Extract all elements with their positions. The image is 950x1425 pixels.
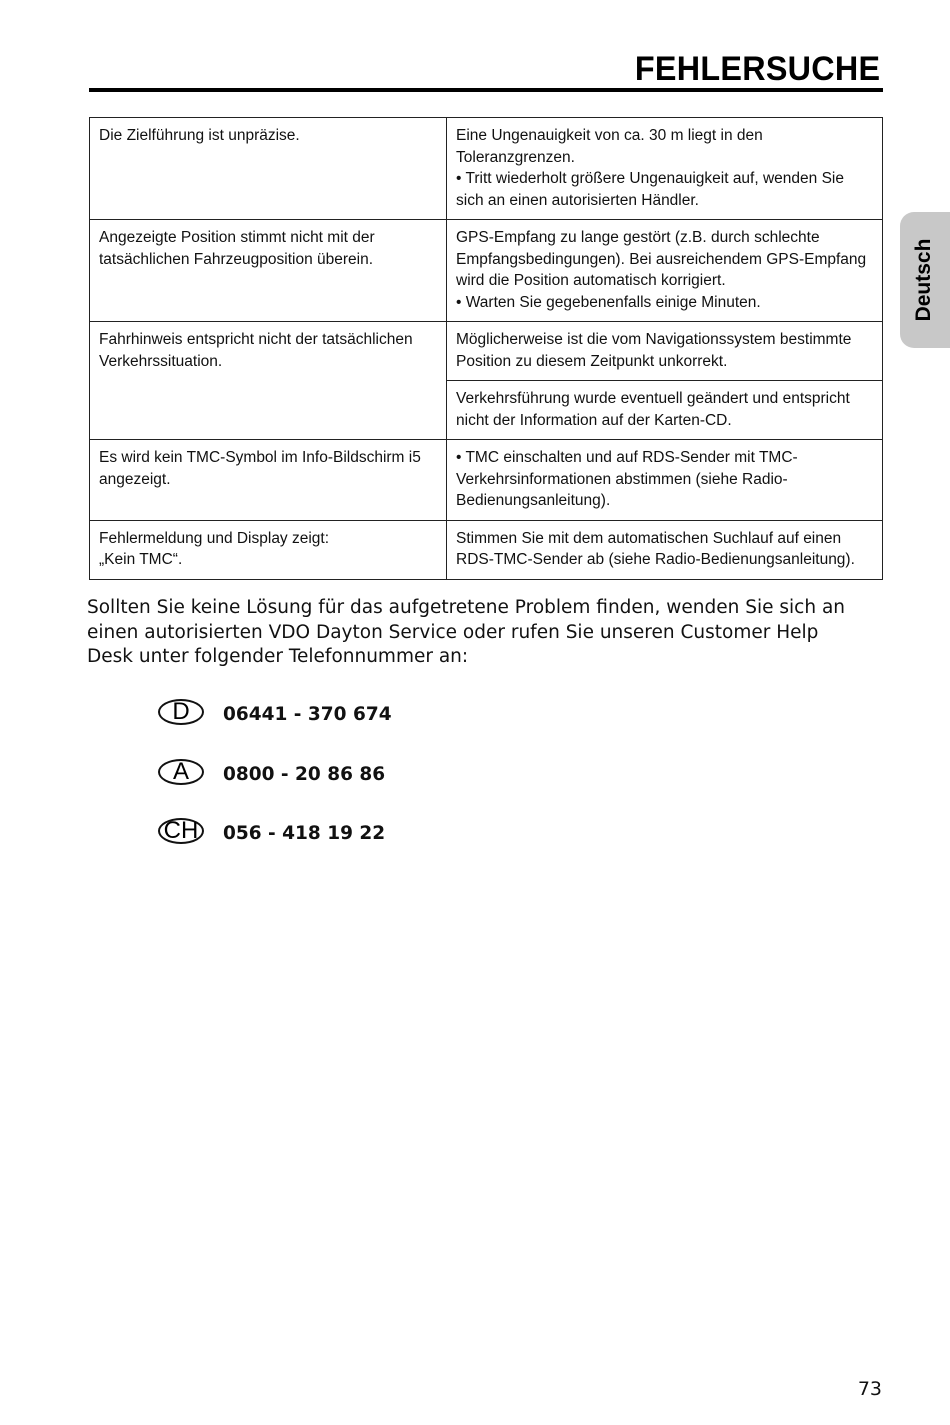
problem-cell <box>90 220 447 322</box>
help-paragraph <box>87 596 887 670</box>
solution-text: • Warten Sie gegebenenfalls einige Minuten. <box>456 293 761 311</box>
table-row <box>90 118 883 220</box>
problem-text: Die Zielführung ist unpräzise. <box>99 127 300 144</box>
solution-text: Position zu diesem Zeitpunkt unkorrekt. <box>456 352 728 370</box>
solution-text: Toleranzgrenzen. <box>456 148 575 166</box>
language-tab <box>900 212 950 348</box>
solution-text: Eine Ungenauigkeit von ca. 30 m liegt in den <box>456 127 763 144</box>
problem-text: Fehlermeldung und Display zeigt: <box>99 529 330 547</box>
help-paragraph-line: Desk unter folgender Telefonnummer an: <box>87 646 469 667</box>
solution-cell <box>447 322 883 381</box>
title-rule <box>89 88 883 92</box>
page-title: FEHLERSUCHE <box>634 50 880 88</box>
solution-text: Verkehrsinformationen abstimmen (siehe Radio- <box>456 470 788 488</box>
problem-text: tatsächlichen Fahrzeugposition überein. <box>99 250 374 268</box>
problem-text: „Kein TMC“. <box>99 551 183 568</box>
solution-text: Möglicherweise ist die vom Navigationssystem bestimmte <box>456 331 852 348</box>
phone-number: 06441 - 370 674 <box>223 703 392 725</box>
solution-text: nicht der Information auf der Karten-CD. <box>456 411 732 429</box>
solution-text: Stimmen Sie mit dem automatischen Suchlauf auf einen <box>456 529 842 547</box>
table-row <box>90 220 883 322</box>
phone-number: 056 - 418 19 22 <box>223 822 386 844</box>
problem-cell <box>90 118 447 220</box>
country-code-badge: CH <box>158 818 204 844</box>
table-row <box>90 322 883 381</box>
solution-cell <box>447 220 883 322</box>
solution-cell <box>447 440 883 521</box>
solution-text: Empfangsbedingungen). Bei ausreichendem GPS-Empfang <box>456 250 867 268</box>
problem-text: angezeigt. <box>99 470 171 488</box>
problem-text: Angezeigte Position stimmt nicht mit der <box>99 229 375 246</box>
phone-number: 0800 - 20 86 86 <box>223 763 386 785</box>
country-code-badge: D <box>158 699 204 725</box>
help-paragraph-line: einen autorisierten VDO Dayton Service oder rufen Sie unseren Customer Help <box>87 621 819 643</box>
language-tab-label: Deutsch <box>912 238 935 322</box>
solution-text: sich an einen autorisierten Händler. <box>456 191 699 209</box>
solution-text: Bedienungsanleitung). <box>456 492 611 509</box>
table-row <box>90 520 883 579</box>
troubleshooting-table <box>89 117 883 580</box>
problem-cell <box>90 440 447 521</box>
problem-text: Es wird kein TMC-Symbol im Info-Bildschirm i5 <box>99 449 421 466</box>
solution-text: • TMC einschalten und auf RDS-Sender mit TMC- <box>456 449 798 466</box>
phone-entry-switzerland <box>158 817 386 846</box>
phone-entry-germany <box>158 698 392 727</box>
solution-text: GPS-Empfang zu lange gestört (z.B. durch schlechte <box>456 229 820 246</box>
solution-text: RDS-TMC-Sender ab (siehe Radio-Bedienungsanleitung). <box>456 551 855 568</box>
problem-text: Verkehrssituation. <box>99 352 223 370</box>
help-paragraph-line: Sollten Sie keine Lösung für das aufgetretene Problem finden, wenden Sie sich an <box>87 597 846 618</box>
solution-text: Verkehrsführung wurde eventuell geändert und entspricht <box>456 390 850 407</box>
solution-cell <box>447 118 883 220</box>
page-number: 73 <box>857 1378 882 1400</box>
solution-cell <box>447 520 883 579</box>
problem-cell <box>90 520 447 579</box>
phone-entry-austria <box>158 758 386 787</box>
country-code-badge: A <box>158 759 204 785</box>
solution-text: • Tritt wiederholt größere Ungenauigkeit auf, wenden Sie <box>456 170 844 187</box>
solution-cell <box>447 381 883 440</box>
table-row <box>90 440 883 521</box>
solution-text: wird die Position automatisch korrigiert. <box>456 272 726 289</box>
problem-text: Fahrhinweis entspricht nicht der tatsächlichen <box>99 331 413 348</box>
problem-cell <box>90 322 447 440</box>
